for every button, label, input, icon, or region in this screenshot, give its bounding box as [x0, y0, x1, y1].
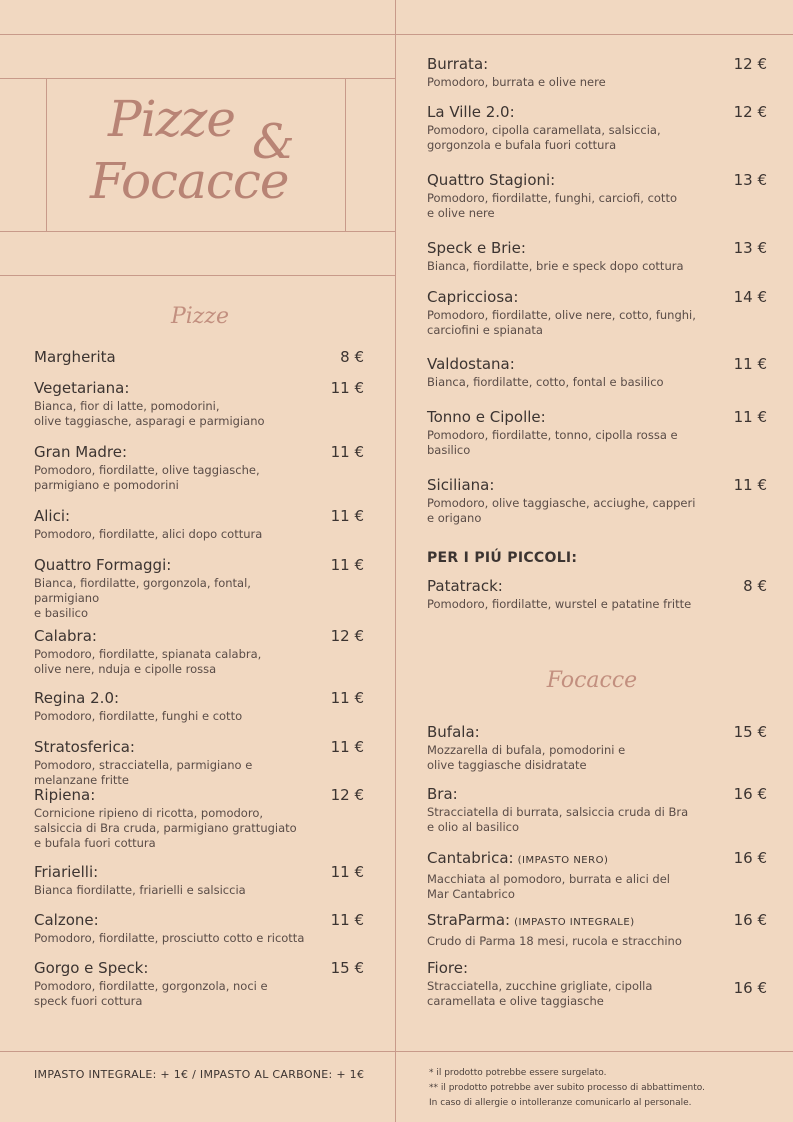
center-divider	[395, 0, 396, 1122]
menu-item	[427, 355, 717, 390]
item-name-text: StraParma:	[427, 911, 511, 929]
item-name	[427, 476, 717, 494]
menu-item	[34, 379, 314, 429]
menu-item	[427, 408, 717, 458]
item-price: 11 €	[330, 556, 364, 574]
item-price: 16 €	[733, 849, 767, 867]
note-line: * il prodotto potrebbe essere surgelato.	[429, 1068, 607, 1078]
item-description: Cornicione ripieno di ricotta, pomodoro, salsiccia di Bra cruda, parmigiano grattugiato e bufala fuori cottura	[34, 806, 297, 850]
menu-item	[34, 348, 314, 366]
title-ampersand: &	[252, 114, 294, 170]
item-name	[34, 863, 314, 881]
menu-item	[427, 103, 717, 153]
dough-surcharge-note: IMPASTO INTEGRALE: + 1€ / IMPASTO AL CARBONE: + 1€	[34, 1068, 365, 1081]
item-name	[34, 786, 314, 804]
item-name	[427, 103, 717, 121]
menu-item	[427, 239, 717, 274]
item-price: 11 €	[733, 355, 767, 373]
menu-item	[427, 171, 717, 221]
item-name	[34, 911, 314, 929]
section-title-focacce: Focacce	[546, 668, 638, 693]
item-name-text: Bra:	[427, 785, 458, 803]
item-price: 11 €	[330, 863, 364, 881]
section-kids: PER I PIÚ PICCOLI:	[427, 550, 578, 566]
item-price: 11 €	[330, 507, 364, 525]
menu-item	[34, 863, 314, 898]
item-price: 11 €	[733, 408, 767, 426]
item-name-text: Burrata:	[427, 55, 489, 73]
menu-item	[427, 476, 717, 526]
item-name	[427, 408, 717, 426]
item-dough-tag: (IMPASTO NERO)	[517, 855, 609, 866]
item-name	[427, 171, 717, 189]
item-description: Pomodoro, fiordilatte, tonno, cipolla rossa e basilico	[427, 428, 678, 457]
item-name-text: Valdostana:	[427, 355, 515, 373]
item-name	[34, 689, 314, 707]
item-name-text: Gorgo e Speck:	[34, 959, 149, 977]
item-description: Stracciatella di burrata, salsiccia cruda di Bra e olio al basilico	[427, 805, 689, 834]
item-name-text: Calzone:	[34, 911, 99, 929]
menu-title	[46, 78, 346, 231]
menu-item	[34, 786, 314, 851]
menu-item	[34, 556, 314, 621]
item-name	[34, 959, 314, 977]
menu-item	[34, 738, 314, 788]
item-description: Pomodoro, fiordilatte, olive nere, cotto, funghi, carciofini e spianata	[427, 308, 696, 337]
item-name	[34, 738, 314, 756]
item-description: Mozzarella di bufala, pomodorini e olive taggiasche disidratate	[427, 743, 626, 772]
item-price: 15 €	[330, 959, 364, 977]
item-price: 11 €	[733, 476, 767, 494]
allergen-notes	[429, 1066, 705, 1111]
item-description: Bianca, fiordilatte, brie e speck dopo cottura	[427, 259, 684, 273]
menu-item	[34, 959, 314, 1009]
item-price: 13 €	[733, 171, 767, 189]
top-rule	[0, 34, 793, 35]
item-name-text: La Ville 2.0:	[427, 103, 515, 121]
item-price: 16 €	[733, 979, 767, 997]
item-description: Crudo di Parma 18 mesi, rucola e stracchino	[427, 934, 682, 948]
item-description: Pomodoro, fiordilatte, alici dopo cottura	[34, 527, 263, 541]
item-dough-tag: (IMPASTO INTEGRALE)	[514, 917, 635, 928]
item-name	[427, 355, 717, 373]
item-description: Pomodoro, fiordilatte, olive taggiasche, parmigiano e pomodorini	[34, 463, 260, 492]
item-price: 11 €	[330, 379, 364, 397]
item-name-text: Quattro Stagioni:	[427, 171, 556, 189]
menu-item	[427, 723, 717, 773]
item-description: Pomodoro, fiordilatte, prosciutto cotto e ricotta	[34, 931, 305, 945]
item-description: Bianca, fiordilatte, cotto, fontal e basilico	[427, 375, 664, 389]
menu-item	[427, 849, 717, 902]
item-description: Pomodoro, cipolla caramellata, salsiccia, gorgonzola e bufala fuori cottura	[427, 123, 661, 152]
item-name	[427, 239, 717, 257]
menu-item	[427, 577, 717, 612]
item-name	[427, 55, 717, 73]
item-price: 15 €	[733, 723, 767, 741]
footer-rule	[0, 1051, 793, 1052]
item-name-text: Stratosferica:	[34, 738, 135, 756]
item-name-text: Gran Madre:	[34, 443, 128, 461]
menu-item	[34, 507, 314, 542]
item-name	[427, 911, 717, 932]
item-price: 11 €	[330, 911, 364, 929]
item-name	[427, 785, 717, 803]
item-price: 11 €	[330, 689, 364, 707]
item-name	[34, 348, 314, 366]
menu-item	[427, 288, 717, 338]
item-price: 8 €	[743, 577, 767, 595]
item-price: 12 €	[330, 627, 364, 645]
menu-item	[34, 627, 314, 677]
item-name-text: Vegetariana:	[34, 379, 130, 397]
item-description: Pomodoro, fiordilatte, wurstel e patatine fritte	[427, 597, 692, 611]
item-name-text: Regina 2.0:	[34, 689, 120, 707]
menu-item	[34, 911, 314, 946]
item-name	[427, 288, 717, 306]
item-name-text: Friarielli:	[34, 863, 99, 881]
item-name-text: Margherita	[34, 348, 116, 366]
section-title-pizze: Pizze	[170, 304, 230, 329]
item-description: Stracciatella, zucchine grigliate, cipolla caramellata e olive taggiasche	[427, 979, 653, 1008]
item-description: Pomodoro, burrata e olive nere	[427, 75, 606, 89]
item-price: 16 €	[733, 785, 767, 803]
menu-item	[427, 959, 717, 1009]
item-name-text: Fiore:	[427, 959, 469, 977]
item-description: Bianca, fior di latte, pomodorini, olive taggiasche, asparagi e parmigiano	[34, 399, 265, 428]
item-name-text: Bufala:	[427, 723, 480, 741]
title-rule-bottom	[0, 275, 395, 276]
menu-item	[427, 55, 717, 90]
item-name-text: Ripiena:	[34, 786, 96, 804]
item-description: Pomodoro, fiordilatte, spianata calabra, olive nere, nduja e cipolle rossa	[34, 647, 262, 676]
item-name	[427, 723, 717, 741]
item-name-text: Cantabrica:	[427, 849, 514, 867]
item-name	[34, 443, 314, 461]
item-name	[34, 379, 314, 397]
item-description: Bianca fiordilatte, friarielli e salsiccia	[34, 883, 246, 897]
item-name-text: Quattro Formaggi:	[34, 556, 172, 574]
item-name	[34, 507, 314, 525]
item-name	[34, 627, 314, 645]
note-line: In caso di allergie o intolleranze comunicarlo al personale.	[429, 1098, 692, 1108]
item-name-text: Speck e Brie:	[427, 239, 526, 257]
item-name-text: Siciliana:	[427, 476, 495, 494]
title-pizze: Pizze	[108, 90, 235, 148]
item-description: Pomodoro, fiordilatte, funghi e cotto	[34, 709, 243, 723]
item-description: Pomodoro, stracciatella, parmigiano e melanzane fritte	[34, 758, 253, 787]
item-price: 14 €	[733, 288, 767, 306]
item-description: Pomodoro, olive taggiasche, acciughe, capperi e origano	[427, 496, 696, 525]
item-name-text: Calabra:	[34, 627, 97, 645]
item-price: 11 €	[330, 443, 364, 461]
item-price: 12 €	[330, 786, 364, 804]
title-focacce: Focacce	[90, 152, 289, 210]
item-name	[427, 577, 717, 595]
item-name-text: Capricciosa:	[427, 288, 519, 306]
item-price: 11 €	[330, 738, 364, 756]
item-description: Macchiata al pomodoro, burrata e alici del Mar Cantabrico	[427, 872, 670, 901]
item-name-text: Alici:	[34, 507, 71, 525]
menu-item	[427, 785, 717, 835]
item-price: 12 €	[733, 55, 767, 73]
title-rule-mid	[0, 231, 395, 232]
item-description: Bianca, fiordilatte, gorgonzola, fontal, parmigiano e basilico	[34, 576, 251, 620]
item-price: 13 €	[733, 239, 767, 257]
note-line: ** il prodotto potrebbe aver subito processo di abbattimento.	[429, 1083, 705, 1093]
item-price: 12 €	[733, 103, 767, 121]
menu-item	[427, 911, 717, 949]
item-description: Pomodoro, fiordilatte, gorgonzola, noci e speck fuori cottura	[34, 979, 268, 1008]
item-name	[34, 556, 314, 574]
menu-item	[34, 443, 314, 493]
item-name	[427, 959, 717, 977]
item-name	[427, 849, 717, 870]
item-price: 8 €	[340, 348, 364, 366]
item-description: Pomodoro, fiordilatte, funghi, carciofi, cotto e olive nere	[427, 191, 677, 220]
menu-item	[34, 689, 314, 724]
item-name-text: Tonno e Cipolle:	[427, 408, 546, 426]
item-name-text: Patatrack:	[427, 577, 503, 595]
item-price: 16 €	[733, 911, 767, 929]
